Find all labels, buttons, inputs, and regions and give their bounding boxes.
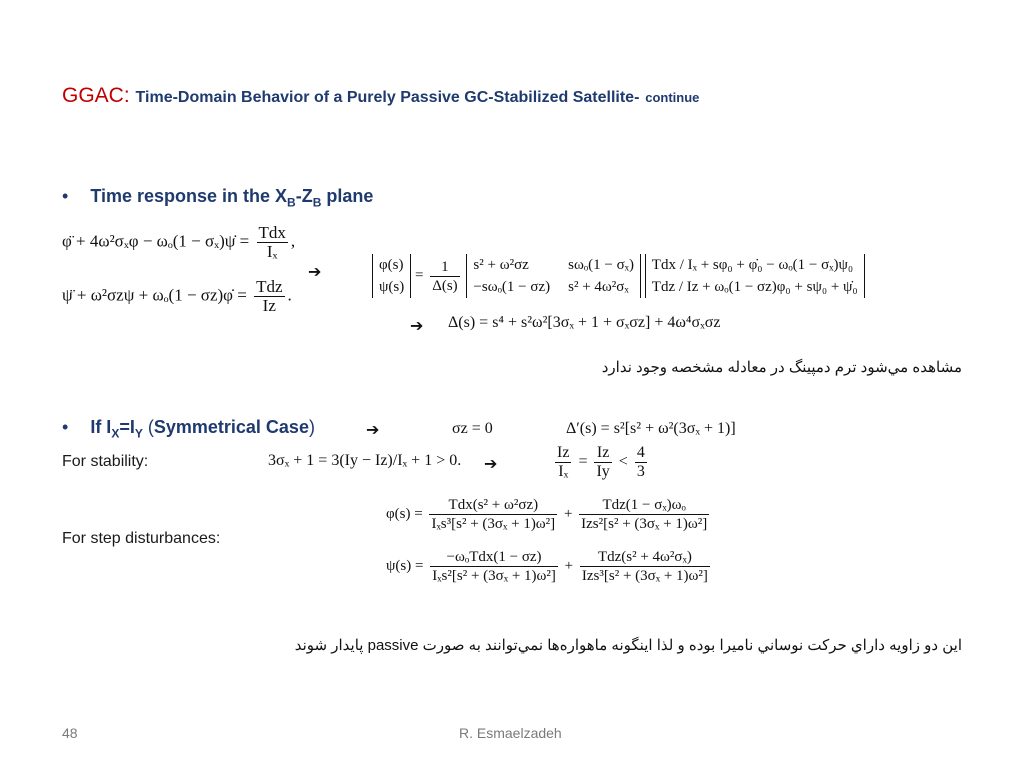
stability-condition: 3σₓ + 1 = 3(Iy − Iz)/Iₓ + 1 > 0. bbox=[268, 452, 462, 469]
inv-num: 1 bbox=[430, 258, 459, 277]
footer-author: R. Esmaelzadeh bbox=[459, 725, 562, 741]
title-main: Time-Domain Behavior of a Purely Passive GC-Stabilized Satellite- bbox=[135, 89, 640, 106]
f3-num: 4 bbox=[636, 444, 645, 461]
bullet2-mid: =I bbox=[119, 417, 135, 437]
psi-term-2 bbox=[580, 548, 710, 585]
slide-title bbox=[62, 84, 699, 110]
f2-num: Iz bbox=[594, 444, 611, 463]
inv-den: Δ(s) bbox=[432, 277, 458, 294]
matrix-eq-sign: = bbox=[414, 267, 424, 284]
page-number: 48 bbox=[62, 725, 78, 741]
m22: s² + 4ω²σₓ bbox=[568, 279, 629, 295]
bullet2-case: Symmetrical Case bbox=[153, 417, 309, 437]
bullet2-sub1: X bbox=[111, 426, 120, 441]
f2-den: Iy bbox=[596, 463, 610, 480]
sigma-z-zero: σz = 0 bbox=[452, 420, 493, 437]
ratio-lt: < bbox=[618, 453, 628, 471]
bullet2-pre: If I bbox=[90, 417, 112, 437]
r2: Tdz / Iz + ωₒ(1 − σz)φ₀ + sψ₀ + ψ̇₀ bbox=[651, 279, 858, 295]
persian-note-damping: مشاهده مي‌شود ترم دمپينگ در معادله مشخصه وجود ندارد bbox=[601, 359, 962, 376]
bullet-dot: • bbox=[62, 186, 69, 206]
psi-plus: + bbox=[564, 557, 574, 574]
r1: Tdx / Iₓ + sφ₀ + φ̇₀ − ωₒ(1 − σₓ)ψ₀ bbox=[651, 257, 854, 273]
characteristic-equation: Δ(s) = s⁴ + s²ω²[3σₓ + 1 + σₓσz] + 4ω⁴σₓσz bbox=[448, 314, 721, 331]
f1-num: Iz bbox=[557, 444, 570, 461]
bullet1-sub2: B bbox=[312, 195, 322, 210]
eq1-num: Tdx bbox=[258, 223, 286, 242]
psi-t2-den: Izs³[s² + (3σₓ + 1)ω²] bbox=[581, 568, 708, 584]
eq1-tail: , bbox=[290, 231, 296, 251]
ratio-frac-2 bbox=[594, 444, 611, 481]
vec-top: φ(s) bbox=[379, 257, 404, 273]
rhs-vector bbox=[645, 254, 865, 298]
inertia-ratio-condition bbox=[552, 444, 650, 481]
delta-prime-equation: Δ′(s) = s²[s² + ω²(3σₓ + 1)] bbox=[566, 420, 736, 437]
eq1-fraction bbox=[257, 224, 288, 261]
title-continue: continue bbox=[645, 90, 700, 105]
phi-t1-num: Tdx(s² + ω²σz) bbox=[429, 496, 557, 515]
vec-bot: ψ(s) bbox=[379, 279, 405, 295]
eq1-lhs: φ̈ + 4ω²σₓφ − ωₒ(1 − σₓ)ψ̇ = bbox=[62, 231, 250, 251]
ratio-frac-3 bbox=[635, 444, 647, 481]
inverse-delta-fraction bbox=[430, 258, 459, 295]
m12: sωₒ(1 − σₓ) bbox=[568, 257, 635, 273]
laplace-matrix-equation bbox=[372, 254, 865, 298]
state-vector bbox=[372, 254, 411, 298]
phi-plus: + bbox=[563, 505, 573, 522]
equation-yaw bbox=[62, 278, 292, 315]
implies-arrow-icon: ➔ bbox=[308, 264, 322, 281]
eq2-tail: . bbox=[287, 285, 292, 305]
phi-term-1 bbox=[429, 496, 557, 533]
f1-den: Iₓ bbox=[558, 463, 569, 480]
title-prefix: GGAC: bbox=[62, 84, 130, 107]
psi-t2-num: Tdz(s² + 4ω²σₓ) bbox=[580, 548, 710, 567]
implies-arrow-icon-3: ➔ bbox=[366, 422, 380, 439]
psi-term-1 bbox=[430, 548, 558, 585]
ratio-frac-1 bbox=[555, 444, 571, 481]
equation-roll bbox=[62, 224, 295, 261]
eq1-den: Iₓ bbox=[266, 242, 278, 261]
bullet-time-response bbox=[62, 186, 373, 210]
phi-lhs: φ(s) = bbox=[386, 505, 423, 522]
bullet1-post: plane bbox=[321, 186, 374, 206]
implies-arrow-icon-4: ➔ bbox=[484, 456, 498, 473]
psi-t1-num: −ωₒTdx(1 − σz) bbox=[430, 548, 558, 567]
persian-note-passive: اين دو زاويه داراي حركت نوساني ناميرا بوده و لذا اينگونه ماهواره‌ها نمي‌توانند به صورت passive پايدار شوند bbox=[294, 637, 962, 654]
bullet1-dash: -Z bbox=[295, 186, 313, 206]
eq2-num: Tdz bbox=[256, 277, 283, 296]
m21: −sωₒ(1 − σz) bbox=[473, 279, 551, 295]
phi-t1-den: Iₓs³[s² + (3σₓ + 1)ω²] bbox=[431, 516, 556, 532]
bullet2-close: ) bbox=[308, 417, 315, 437]
phi-t2-den: Izs²[s² + (3σₓ + 1)ω²] bbox=[581, 516, 708, 532]
bullet1-sub1: B bbox=[287, 195, 296, 210]
bullet2-open: ( bbox=[142, 417, 154, 437]
m11: s² + ω²σz bbox=[473, 257, 529, 273]
coefficient-matrix bbox=[466, 254, 641, 298]
f3-den: 3 bbox=[636, 463, 645, 480]
eq2-fraction bbox=[254, 278, 284, 315]
psi-t1-den: Iₓs²[s² + (3σₓ + 1)ω²] bbox=[432, 568, 556, 584]
phi-step-response bbox=[386, 496, 712, 533]
psi-step-response bbox=[386, 548, 713, 585]
step-disturbance-label: For step disturbances: bbox=[62, 530, 221, 547]
stability-label: For stability: bbox=[62, 453, 149, 470]
bullet-symmetrical-case bbox=[62, 417, 315, 441]
bullet1-pre: Time response in the X bbox=[90, 186, 288, 206]
bullet-dot-2: • bbox=[62, 417, 69, 437]
psi-lhs: ψ(s) = bbox=[386, 557, 424, 574]
bullet2-sub2: Y bbox=[134, 426, 143, 441]
eq2-den: Iz bbox=[262, 296, 276, 315]
phi-term-2 bbox=[579, 496, 709, 533]
eq2-lhs: ψ̈ + ω²σzψ + ωₒ(1 − σz)φ̇ = bbox=[62, 285, 247, 305]
phi-t2-num: Tdz(1 − σₓ)ωₒ bbox=[579, 496, 709, 515]
implies-arrow-icon-2: ➔ bbox=[410, 318, 424, 335]
ratio-eq-sign: = bbox=[578, 453, 588, 471]
